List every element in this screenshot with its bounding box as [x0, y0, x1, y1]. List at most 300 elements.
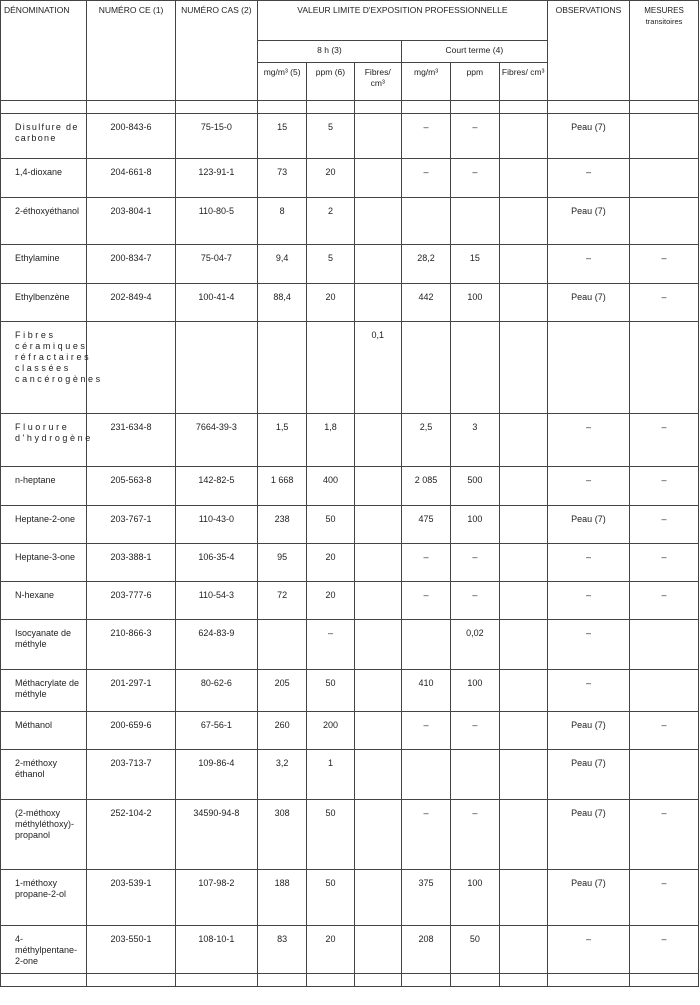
cell-name — [1, 544, 87, 582]
cell-obs — [547, 750, 629, 800]
cell-ce-text: 252-104-2 — [110, 808, 152, 818]
cell-mes-text — [630, 670, 698, 678]
cell-ce — [87, 750, 175, 800]
cell-obs — [547, 544, 629, 582]
cell-ppm8-text: 50 — [325, 808, 336, 818]
header-mesures-label: MESURES — [644, 6, 684, 15]
cell-mg8 — [257, 114, 306, 159]
cell-obs — [547, 467, 629, 506]
cell-cas-text: 80-62-6 — [200, 678, 232, 688]
cell-ppm8 — [307, 114, 354, 159]
cell-obs — [547, 800, 629, 870]
cell-ppmct — [451, 926, 499, 974]
cell-mes — [630, 870, 699, 926]
cell-mes-text: – — [661, 878, 667, 888]
cell-mes-text: – — [661, 590, 667, 600]
cell-obs — [547, 414, 629, 467]
cell-fib8-text — [355, 467, 401, 475]
cell-name — [1, 926, 87, 974]
cell-ppm8-text: 400 — [322, 475, 338, 485]
cell-cas — [175, 582, 257, 620]
cell-cas-text: 142-82-5 — [198, 475, 235, 485]
cell-ppmct-text: 100 — [467, 678, 483, 688]
cell-fibct-text — [500, 467, 547, 475]
cell-fib8 — [354, 712, 401, 750]
cell-name — [1, 620, 87, 670]
cell-ce-text: 202-849-4 — [110, 292, 152, 302]
cell-ppm8-text: 20 — [325, 292, 336, 302]
cell-ce — [87, 414, 175, 467]
cell-mg8 — [257, 467, 306, 506]
cell-obs-text: Peau (7) — [571, 758, 606, 768]
cell-ppm8-text — [307, 322, 353, 330]
cell-obs — [547, 159, 629, 198]
cell-fibct — [499, 414, 547, 467]
cell-ppm8 — [307, 414, 354, 467]
cell-obs-text: – — [585, 590, 591, 600]
cell-cas-text: 110-54-3 — [198, 590, 235, 600]
cell-ppm8 — [307, 712, 354, 750]
cell-cas-text: 107-98-2 — [198, 878, 235, 888]
cell-name — [1, 159, 87, 198]
cell-ppmct — [451, 670, 499, 712]
cell-cas — [175, 322, 257, 414]
cell-cas — [175, 506, 257, 544]
cell-ppm8-text: 20 — [325, 167, 336, 177]
cell-name-text: 4-méthylpentane-2-one — [15, 934, 78, 966]
table-row — [1, 800, 699, 870]
cell-obs — [547, 870, 629, 926]
cell-mg8-text: 95 — [277, 552, 288, 562]
cell-obs-text: – — [585, 253, 591, 263]
cell-name — [1, 284, 87, 322]
cell-mes — [630, 467, 699, 506]
cell-fib8 — [354, 506, 401, 544]
cell-fibct-text — [500, 322, 547, 330]
cell-cas — [175, 870, 257, 926]
cell-ppm8 — [307, 467, 354, 506]
cell-fibct-text — [500, 159, 547, 167]
cell-ppmct — [451, 467, 499, 506]
cell-mgct — [401, 159, 450, 198]
cell-ppmct — [451, 284, 499, 322]
cell-mgct-text: 2,5 — [419, 422, 433, 432]
cell-ppmct-text: – — [472, 590, 478, 600]
cell-mg8-text: 205 — [274, 678, 290, 688]
cell-mgct — [401, 800, 450, 870]
cell-mg8-text: 9,4 — [275, 253, 289, 263]
cell-mg8 — [257, 670, 306, 712]
cell-ce-text: 231-634-8 — [110, 422, 152, 432]
cell-ppm8-text: 50 — [325, 878, 336, 888]
cell-ppmct-text: – — [472, 122, 478, 132]
cell-ppmct-text: 3 — [472, 422, 478, 432]
cell-ppmct — [451, 322, 499, 414]
cell-fib8-text — [355, 198, 401, 206]
cell-obs — [547, 284, 629, 322]
cell-mgct — [401, 284, 450, 322]
cell-mes-text: – — [661, 514, 667, 524]
cell-mg8-text: 15 — [277, 122, 288, 132]
cell-fib8 — [354, 322, 401, 414]
cell-mg8-text: 188 — [274, 878, 290, 888]
cell-ce-text: 203-767-1 — [110, 514, 152, 524]
cell-ce-text: 204-661-8 — [110, 167, 152, 177]
cell-fib8-text — [355, 800, 401, 808]
cell-cas — [175, 750, 257, 800]
cell-mg8 — [257, 159, 306, 198]
cell-cas-text: 106-35-4 — [198, 552, 235, 562]
cell-fib8-text — [355, 870, 401, 878]
cell-name — [1, 670, 87, 712]
header-fibres-ct: Fibres/ cm³ — [499, 63, 547, 101]
cell-mg8 — [257, 245, 306, 284]
cell-ce-text: 203-550-1 — [110, 934, 152, 944]
cell-obs-text: Peau (7) — [571, 720, 606, 730]
header-observations: OBSERVATIONS — [547, 1, 629, 101]
cell-ce — [87, 322, 175, 414]
cell-mg8-text: 3,2 — [275, 758, 289, 768]
cell-ce-text: 200-834-7 — [110, 253, 152, 263]
cell-fib8 — [354, 159, 401, 198]
cell-cas — [175, 620, 257, 670]
cell-mes — [630, 159, 699, 198]
cell-ppm8-text: 50 — [325, 514, 336, 524]
cell-ce-text: 205-563-8 — [110, 475, 152, 485]
cell-cas-text: 75-04-7 — [200, 253, 232, 263]
cell-name — [1, 467, 87, 506]
cell-cas — [175, 198, 257, 245]
cell-obs — [547, 620, 629, 670]
header-numero-ce: NUMÉRO CE (1) — [87, 1, 175, 101]
cell-name — [1, 322, 103, 414]
cell-mes-text: – — [661, 475, 667, 485]
cell-ppm8-text: 20 — [325, 934, 336, 944]
cell-ppm8-text: 1 — [327, 758, 333, 768]
cell-ppmct — [451, 750, 499, 800]
cell-fibct-text — [500, 870, 547, 878]
cell-ppm8-text: 20 — [325, 590, 336, 600]
cell-mgct-text: 375 — [418, 878, 434, 888]
cell-obs-text: Peau (7) — [571, 514, 606, 524]
cell-fib8-text — [355, 245, 401, 253]
cell-ppmct — [451, 414, 499, 467]
table-row — [1, 467, 699, 506]
cell-obs-text: Peau (7) — [571, 808, 606, 818]
cell-obs — [547, 114, 629, 159]
cell-mgct-text — [402, 198, 450, 206]
cell-ppmct-text — [451, 198, 498, 206]
header-8h: 8 h (3) — [257, 41, 401, 63]
cell-ppmct — [451, 159, 499, 198]
cell-ce — [87, 506, 175, 544]
cell-fib8-text — [355, 284, 401, 292]
cell-mes-text — [630, 159, 698, 167]
cell-fibct — [499, 159, 547, 198]
cell-ce — [87, 544, 175, 582]
cell-obs-text: Peau (7) — [571, 292, 606, 302]
cell-ppm8-text: 2 — [327, 206, 333, 216]
cell-ppm8-text: 5 — [327, 122, 333, 132]
cell-mgct-text: 208 — [418, 934, 434, 944]
cell-ce-text: 203-388-1 — [110, 552, 152, 562]
cell-fibct — [499, 284, 547, 322]
cell-ppmct-text: – — [472, 808, 478, 818]
cell-ppmct — [451, 620, 499, 670]
table-row — [1, 670, 699, 712]
cell-ppm8-text: 1,8 — [324, 422, 337, 432]
cell-ce — [87, 284, 175, 322]
cell-mgct-text — [402, 750, 450, 758]
cell-ce — [87, 245, 175, 284]
cell-fib8 — [354, 870, 401, 926]
cell-ppm8 — [307, 750, 354, 800]
cell-fibct — [499, 800, 547, 870]
cell-name-text: 1-méthoxy propane-2-ol — [15, 878, 67, 899]
cell-ppmct-text: 0,02 — [466, 628, 484, 638]
cell-mgct-text — [402, 322, 450, 330]
cell-obs-text: Peau (7) — [571, 122, 606, 132]
cell-mgct — [401, 926, 450, 974]
cell-mg8 — [257, 870, 306, 926]
cell-fibct — [499, 245, 547, 284]
cell-obs — [547, 670, 629, 712]
cell-fib8 — [354, 750, 401, 800]
cell-mes-text — [630, 114, 698, 122]
cell-fib8-text — [355, 582, 401, 590]
cell-mes — [630, 245, 699, 284]
cell-ppmct — [451, 800, 499, 870]
cell-ppmct-text: 100 — [467, 878, 483, 888]
cell-mgct-text: – — [423, 720, 429, 730]
cell-mgct — [401, 245, 450, 284]
cell-ce-text: 203-713-7 — [110, 758, 152, 768]
cell-mgct-text: – — [423, 552, 429, 562]
cell-name-text: Fluorure d'hydrogène — [15, 422, 93, 443]
header-mesures — [630, 1, 699, 101]
cell-fibct-text — [500, 670, 547, 678]
table-row — [1, 620, 699, 670]
cell-fibct — [499, 712, 547, 750]
cell-ppmct — [451, 198, 499, 245]
cell-ppmct-text: 50 — [469, 934, 480, 944]
cell-mes — [630, 712, 699, 750]
cell-fib8-text — [355, 506, 401, 514]
cell-ce — [87, 198, 175, 245]
cell-mgct-text: 2 085 — [414, 475, 438, 485]
cell-cas — [175, 544, 257, 582]
cell-mg8-text: 83 — [277, 934, 288, 944]
cell-fibct-text — [500, 926, 547, 934]
cell-mg8 — [257, 800, 306, 870]
table-row — [1, 750, 699, 800]
cell-obs — [547, 926, 629, 974]
cell-ce-text: 203-804-1 — [110, 206, 152, 216]
table-row — [1, 712, 699, 750]
header-numero-cas: NUMÉRO CAS (2) — [175, 1, 257, 101]
cell-fibct — [499, 114, 547, 159]
cell-ce-text — [87, 322, 174, 330]
cell-ce-text: 201-297-1 — [110, 678, 152, 688]
cell-ppmct — [451, 870, 499, 926]
cell-ppm8 — [307, 159, 354, 198]
cell-name — [1, 245, 87, 284]
cell-fibct — [499, 670, 547, 712]
cell-mgct — [401, 414, 450, 467]
table-row — [1, 544, 699, 582]
table-row — [1, 284, 699, 322]
header-denomination: DÉNOMINATION — [1, 1, 87, 101]
cell-fib8 — [354, 114, 401, 159]
cell-ppm8 — [307, 800, 354, 870]
cell-obs — [547, 245, 629, 284]
cell-mgct-text: 410 — [418, 678, 434, 688]
cell-name-text: (2-méthoxy méthyléthoxy)-propanol — [15, 808, 75, 840]
cell-name — [1, 114, 87, 159]
cell-ppm8 — [307, 870, 354, 926]
cell-fibct — [499, 544, 547, 582]
cell-ppm8-text: 20 — [325, 552, 336, 562]
table-row — [1, 414, 699, 467]
cell-mes — [630, 750, 699, 800]
cell-obs — [547, 506, 629, 544]
cell-fibct — [499, 506, 547, 544]
cell-fibct-text — [500, 712, 547, 720]
cell-name-text: Isocyanate de méthyle — [15, 628, 72, 649]
cell-mg8-text: 8 — [279, 206, 285, 216]
cell-mg8 — [257, 322, 306, 414]
cell-mes — [630, 114, 699, 159]
cell-ppmct-text: 500 — [467, 475, 483, 485]
cell-ppm8-text: – — [327, 628, 333, 638]
cell-mg8-text: 72 — [277, 590, 288, 600]
cell-fibct-text — [500, 800, 547, 808]
cell-ppm8 — [307, 926, 354, 974]
cell-mes-text — [630, 620, 698, 628]
cell-cas-text: 7664-39-3 — [195, 422, 237, 432]
cell-name-text: Méthanol — [15, 720, 53, 730]
cell-mgct — [401, 322, 450, 414]
cell-mes — [630, 620, 699, 670]
cell-mgct-text — [402, 620, 450, 628]
cell-fib8 — [354, 467, 401, 506]
cell-mes — [630, 544, 699, 582]
table-row — [1, 322, 699, 414]
cell-ppmct-text: 15 — [469, 253, 480, 263]
cell-mgct — [401, 712, 450, 750]
cell-mg8 — [257, 620, 306, 670]
cell-name-text: 2-éthoxyéthanol — [15, 206, 80, 216]
cell-mgct — [401, 506, 450, 544]
cell-mgct — [401, 750, 450, 800]
cell-fib8-text — [355, 620, 401, 628]
cell-ppm8 — [307, 582, 354, 620]
cell-name-text: Méthacrylate de méthyle — [15, 678, 80, 699]
cell-mes — [630, 414, 699, 467]
cell-mgct — [401, 620, 450, 670]
cell-fibct — [499, 467, 547, 506]
cell-name — [1, 414, 93, 467]
spacer-row — [1, 974, 699, 987]
cell-obs — [547, 582, 629, 620]
header-ppm-ct: ppm — [451, 63, 499, 101]
cell-ppmct-text: 100 — [467, 514, 483, 524]
cell-mgct — [401, 582, 450, 620]
cell-obs-text: Peau (7) — [571, 206, 606, 216]
cell-name-text: Ethylbenzène — [15, 292, 70, 302]
cell-mg8-text: 238 — [274, 514, 290, 524]
cell-mes-text: – — [661, 292, 667, 302]
cell-ce — [87, 712, 175, 750]
cell-mg8 — [257, 198, 306, 245]
cell-ce-text: 203-777-6 — [110, 590, 152, 600]
cell-fibct-text — [500, 620, 547, 628]
cell-ppmct-text — [451, 322, 498, 330]
cell-mes — [630, 322, 699, 414]
cell-ce-text: 203-539-1 — [110, 878, 152, 888]
cell-cas-text: 34590-94-8 — [193, 808, 240, 818]
cell-cas-text: 75-15-0 — [200, 122, 232, 132]
cell-mes-text: – — [661, 720, 667, 730]
cell-mes — [630, 198, 699, 245]
cell-fibct — [499, 198, 547, 245]
cell-fib8-text — [355, 712, 401, 720]
cell-cas — [175, 114, 257, 159]
cell-mg8-text: 73 — [277, 167, 288, 177]
cell-ce — [87, 467, 175, 506]
cell-name-text: 2-méthoxy éthanol — [15, 758, 58, 779]
table-row — [1, 159, 699, 198]
cell-obs-text: – — [585, 678, 591, 688]
cell-mg8 — [257, 712, 306, 750]
cell-ce — [87, 582, 175, 620]
cell-mes-text: – — [661, 422, 667, 432]
cell-mes-text: – — [661, 934, 667, 944]
cell-ppm8-text: 5 — [327, 253, 333, 263]
cell-name-text: Fibres céramiques réfractaires classées cancérogènes — [15, 330, 103, 384]
cell-mg8 — [257, 414, 306, 467]
cell-ppmct — [451, 114, 499, 159]
cell-mes-text: – — [661, 253, 667, 263]
cell-mgct-text: 442 — [418, 292, 434, 302]
cell-mes — [630, 582, 699, 620]
cell-mgct — [401, 114, 450, 159]
cell-mg8-text: 1 668 — [270, 475, 294, 485]
cell-fibct — [499, 582, 547, 620]
cell-name-text: n-heptane — [15, 475, 56, 485]
cell-fib8 — [354, 670, 401, 712]
cell-fib8 — [354, 800, 401, 870]
cell-name — [1, 198, 87, 245]
cell-mg8 — [257, 506, 306, 544]
cell-ppm8-text: 200 — [322, 720, 338, 730]
cell-ppmct — [451, 544, 499, 582]
cell-mes — [630, 506, 699, 544]
cell-fibct-text — [500, 284, 547, 292]
cell-name-text: 1,4-dioxane — [15, 167, 63, 177]
cell-cas — [175, 712, 257, 750]
cell-obs-text: – — [585, 552, 591, 562]
cell-ce — [87, 870, 175, 926]
table-row — [1, 245, 699, 284]
cell-mes — [630, 284, 699, 322]
cell-mes — [630, 670, 699, 712]
cell-mgct-text: – — [423, 808, 429, 818]
cell-fibct — [499, 926, 547, 974]
cell-fib8-text — [355, 926, 401, 934]
cell-ce — [87, 926, 175, 974]
cell-mes — [630, 926, 699, 974]
